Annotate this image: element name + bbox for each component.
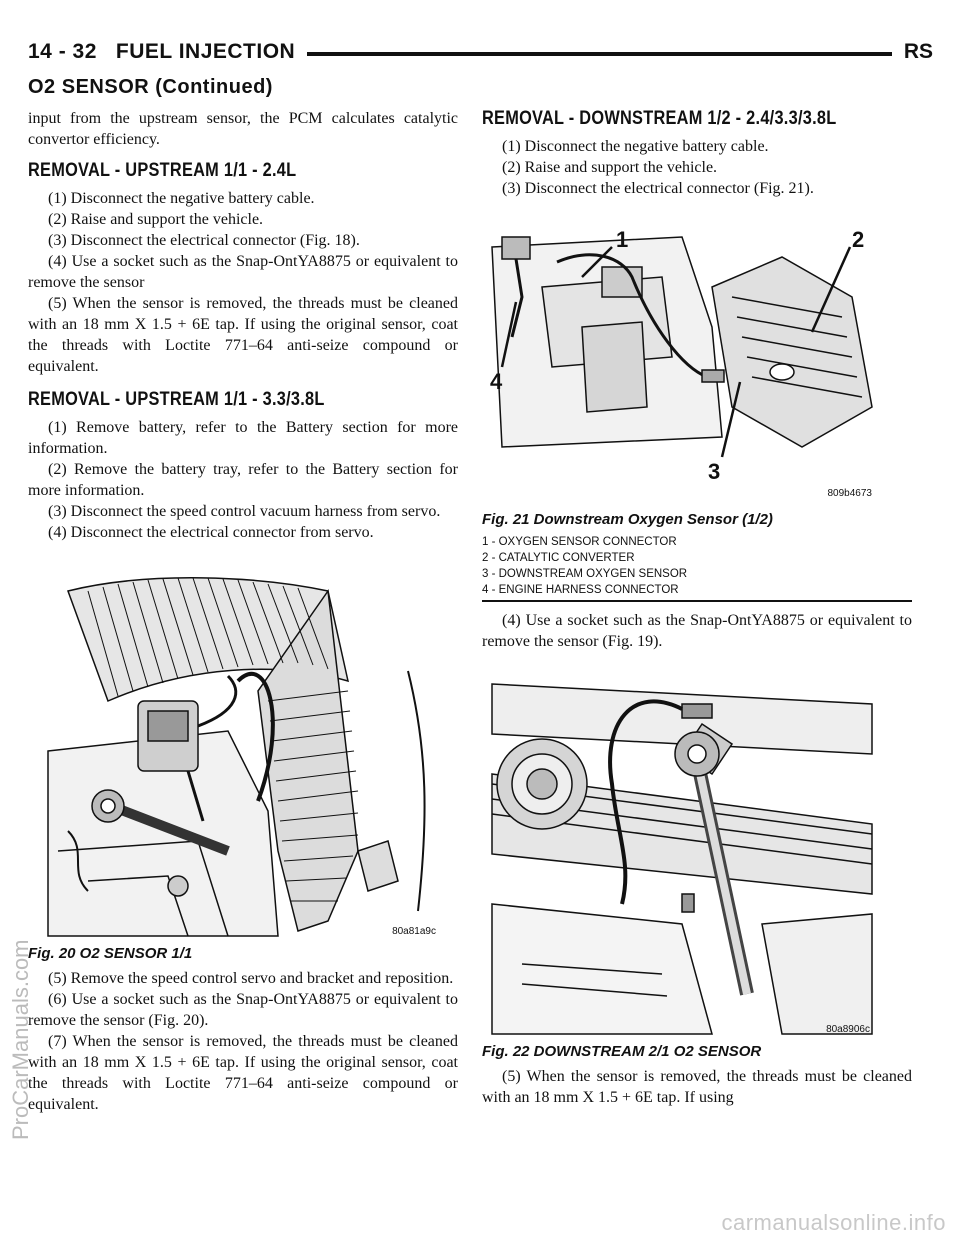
step: (2) Remove the battery tray, refer to the Battery section for more information. xyxy=(28,461,458,499)
figure-22 xyxy=(482,664,912,1039)
step: (1) Disconnect the negative battery cable. xyxy=(502,138,769,155)
intro-paragraph: input from the upstream sensor, the PCM calculates catalytic convertor efficiency. xyxy=(28,110,458,148)
callout-1: 1 xyxy=(616,227,629,252)
heading-downstream: REMOVAL - DOWNSTREAM 1/2 - 2.4/3.3/3.8L xyxy=(482,108,837,129)
step: (3) Disconnect the electrical connector (Fig. 18). xyxy=(48,232,360,249)
step: (7) When the sensor is removed, the threads must be cleaned with an 18 mm X 1.5 + 6E tap. If using the original sensor, coat the threads with Loctite 771–64 anti-seize compound or equivalent. xyxy=(28,1033,458,1113)
figure-21-illustration xyxy=(482,207,882,507)
step: (4) Use a socket such as the Snap-OntYA8875 or equivalent to remove the sensor xyxy=(28,253,458,291)
legend-item: 3 - DOWNSTREAM OXYGEN SENSOR xyxy=(482,568,688,580)
figure-22-caption: Fig. 22 DOWNSTREAM 2/1 O2 SENSOR xyxy=(482,1043,762,1060)
step: (4) Use a socket such as the Snap-OntYA8875 or equivalent to remove the sensor (Fig. 19). xyxy=(482,612,912,650)
figure-20-illustration xyxy=(28,551,458,941)
figure-22-illustration xyxy=(482,664,882,1039)
model-code: RS xyxy=(892,40,933,64)
figure-20 xyxy=(28,551,458,941)
figure-21-legend xyxy=(482,534,912,598)
step: (6) Use a socket such as the Snap-OntYA8875 or equivalent to remove the sensor (Fig. 20). xyxy=(28,991,458,1029)
figure-20-caption: Fig. 20 O2 SENSOR 1/1 xyxy=(28,945,193,962)
step: (3) Disconnect the speed control vacuum harness from servo. xyxy=(48,503,441,520)
figure-20-code: 80a81a9c xyxy=(392,926,436,937)
right-column xyxy=(482,108,912,1108)
step: (5) When the sensor is removed, the threads must be cleaned with an 18 mm X 1.5 + 6E tap. If using the original sensor, coat the threads with Loctite 771–64 anti-seize compound or equivalent. xyxy=(28,295,458,375)
page-header xyxy=(28,40,933,70)
page-label: 14 - 32 FUEL INJECTION xyxy=(28,40,307,64)
callout-4: 4 xyxy=(490,369,503,394)
step: (5) When the sensor is removed, the threads must be cleaned with an 18 mm X 1.5 + 6E tap. If using xyxy=(482,1068,912,1106)
legend-item: 4 - ENGINE HARNESS CONNECTOR xyxy=(482,584,679,596)
footer-watermark: carmanualsonline.info xyxy=(721,1210,946,1235)
step: (4) Disconnect the electrical connector from servo. xyxy=(48,524,374,541)
legend-item: 1 - OXYGEN SENSOR CONNECTOR xyxy=(482,536,677,548)
figure-21-caption: Fig. 21 Downstream Oxygen Sensor (1/2) xyxy=(482,511,773,528)
heading-upstream-33: REMOVAL - UPSTREAM 1/1 - 3.3/3.8L xyxy=(28,389,325,410)
callout-2: 2 xyxy=(852,227,865,252)
step: (1) Remove battery, refer to the Battery section for more information. xyxy=(28,419,458,457)
legend-item: 2 - CATALYTIC CONVERTER xyxy=(482,552,635,564)
heading-upstream-24: REMOVAL - UPSTREAM 1/1 - 2.4L xyxy=(28,160,297,181)
callout-3: 3 xyxy=(708,459,721,484)
chapter-title: FUEL INJECTION xyxy=(115,40,296,63)
side-watermark: ProCarManuals.com xyxy=(8,939,33,1140)
step: (1) Disconnect the negative battery cable. xyxy=(48,190,315,207)
step: (2) Raise and support the vehicle. xyxy=(48,211,264,228)
left-column xyxy=(28,108,458,1115)
step: (2) Raise and support the vehicle. xyxy=(502,159,718,176)
figure-22-code: 80a8906c xyxy=(826,1024,870,1035)
step: (3) Disconnect the electrical connector (Fig. 21). xyxy=(502,180,814,197)
figure-21-code: 809b4673 xyxy=(827,488,872,499)
step: (5) Remove the speed control servo and bracket and reposition. xyxy=(48,970,454,987)
legend-divider xyxy=(482,600,912,602)
continued-section-title: O2 SENSOR (Continued) xyxy=(28,76,273,98)
figure-21 xyxy=(482,207,912,507)
